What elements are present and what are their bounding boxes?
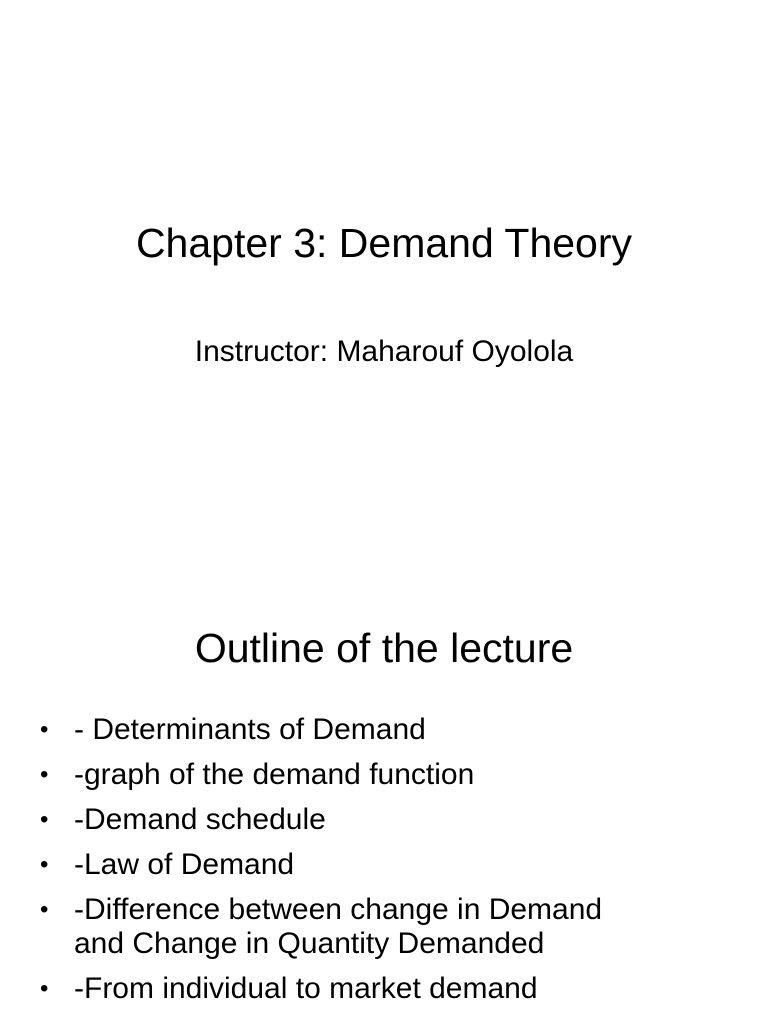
bullet-text: [74, 848, 740, 882]
outline-slide: [0, 576, 768, 1024]
bullet-text: [74, 972, 740, 1006]
bullet-icon: •: [40, 716, 49, 743]
outline-title: Outline of the lecture: [194, 625, 574, 671]
bullet-text: [74, 758, 740, 792]
instructor-subtitle: Instructor: Maharouf Oyolola: [194, 335, 574, 368]
bullet-item: [40, 972, 740, 1006]
bullet-line: -From individual to market demand: [74, 972, 538, 1005]
bullet-text: [74, 713, 740, 747]
bullet-item: [40, 803, 740, 837]
bullet-icon: •: [40, 851, 49, 878]
bullet-line: -Law of Demand: [74, 848, 295, 881]
bullet-item: [40, 848, 740, 882]
bullet-line: -graph of the demand function: [74, 758, 475, 791]
bullet-line: -Demand schedule: [74, 803, 326, 836]
bullet-item: [40, 893, 740, 961]
bullet-icon: •: [40, 761, 49, 788]
bullet-icon: •: [40, 806, 49, 833]
chapter-title: Chapter 3: Demand Theory: [135, 220, 633, 266]
bullet-item: [40, 758, 740, 792]
bullet-line: -Difference between change in Demand: [74, 893, 603, 926]
outline-bullet-list: [40, 713, 740, 1017]
bullet-icon: •: [40, 896, 49, 923]
bullet-item: [40, 713, 740, 747]
bullet-text: [74, 803, 740, 837]
bullet-line: and Change in Quantity Demanded: [74, 927, 545, 960]
bullet-line: - Determinants of Demand: [74, 713, 426, 746]
bullet-icon: •: [40, 975, 49, 1002]
bullet-text: [74, 893, 740, 961]
